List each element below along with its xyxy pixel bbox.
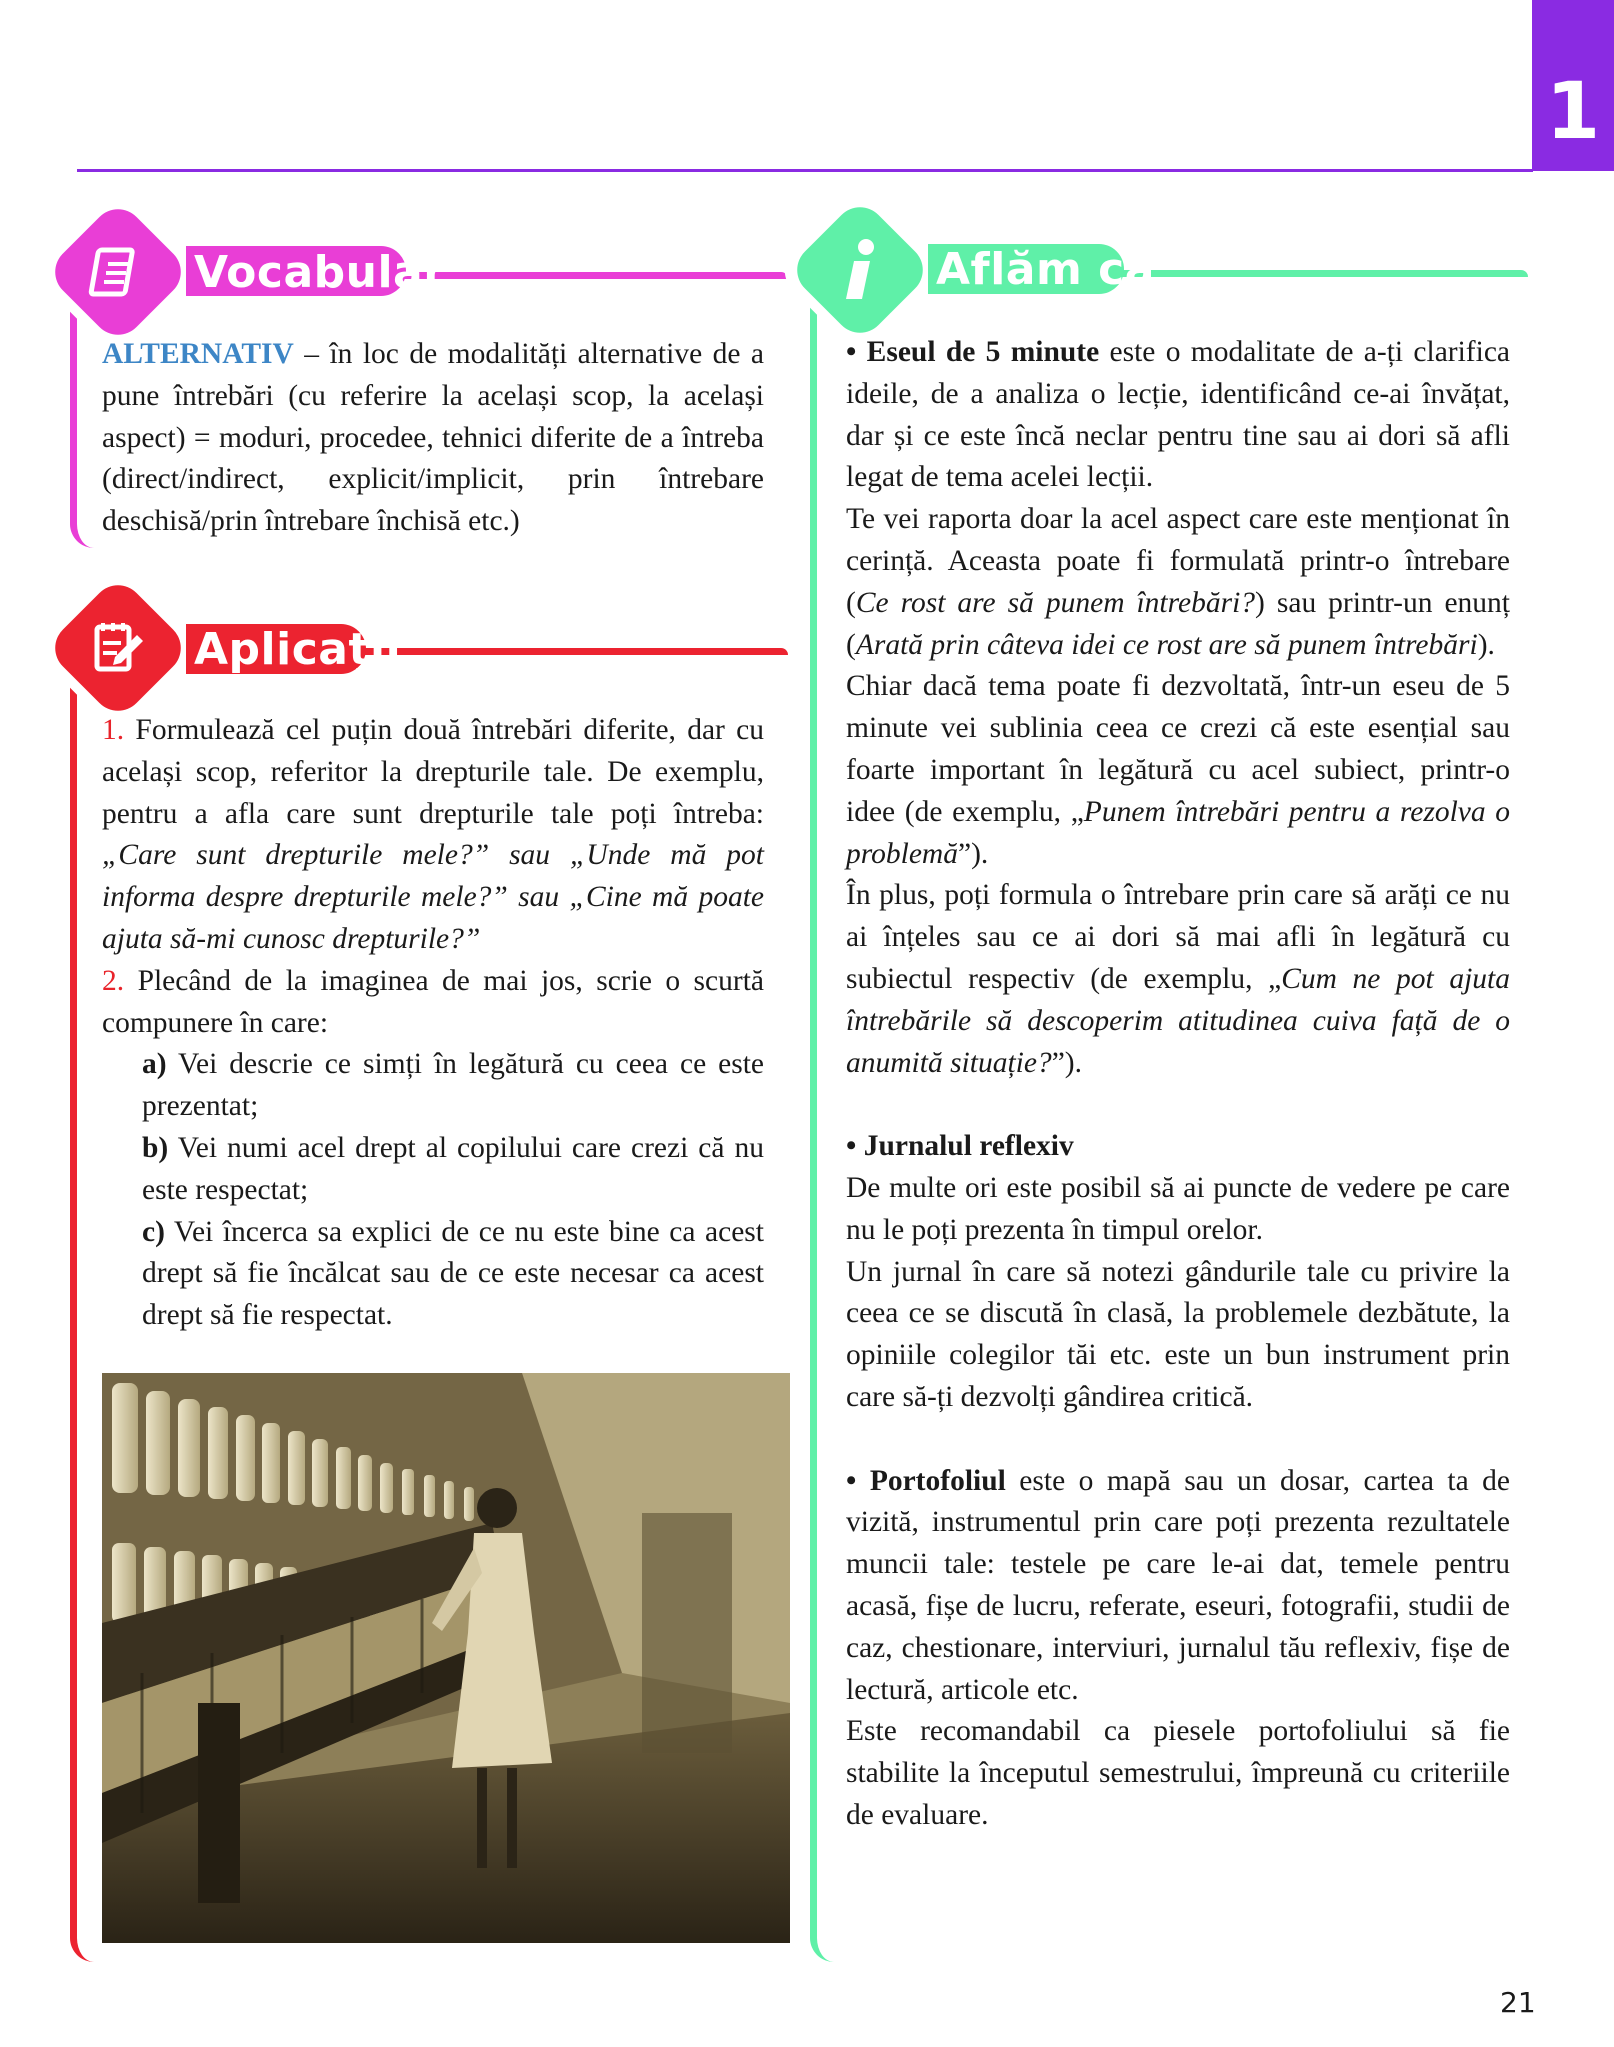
notebook-icon: [80, 234, 156, 310]
aflam-title: Aflăm că: [936, 244, 1155, 295]
eseu-bullet: •: [846, 336, 867, 368]
sub-item-a: [102, 1044, 764, 1128]
eseu-p4: [846, 875, 1510, 1084]
eseu-p3-b: ”).: [957, 837, 989, 870]
vocabular-text: [102, 334, 764, 543]
jurnal-title: • Jurnalul reflexiv: [846, 1130, 1074, 1163]
sub-item-b-label: b): [142, 1131, 169, 1164]
eseu-p3-italic: Punem întrebări pentru a rezolva o problemă: [846, 795, 1511, 870]
eseu-p4-italic: Cum ne pot ajuta întrebările să descoperim atitudinea cuiva față de o anumită situație?: [846, 962, 1510, 1079]
eseu-p1-text: este o modalitate de a-ți clarifica ideile, de a analiza o lecție, identificând ce-ai învățat, dar și ce este încă neclar pentru tine sau ai dori să afli legat de tema acelei lecții.: [846, 336, 1511, 494]
jurnal-p1: De multe ori este posibil să ai puncte de vedere pe care nu le poți prezenta în timpul orelor.: [846, 1171, 1510, 1246]
notepad-pencil-icon: [80, 610, 156, 686]
eseu-p1: [846, 332, 1510, 499]
chapter-tab: [1532, 0, 1614, 171]
item-2-text: Plecând de la imaginea de mai jos, scrie o scurtă compunere în care:: [102, 964, 764, 1039]
sub-item-b-text: Vei numi acel drept al copilului care crezi că nu este respectat;: [142, 1131, 764, 1206]
vocabular-title: Vocabular: [194, 247, 446, 298]
eseu-p3: [846, 666, 1510, 875]
jurnal-p2: Un jurnal în care să notezi gândurile tale cu privire la ceea ce se discută în clasă, la problemele dezbătute, la opiniile colegilor tăi etc. este un bun instrument prin care să-ți dezvolți gândirea critică.: [846, 1255, 1510, 1413]
page-number: 21: [1500, 1986, 1536, 2019]
sub-item-c: [102, 1212, 764, 1337]
aplicatii-item-2: [102, 961, 764, 1045]
chapter-number: 1: [1545, 67, 1601, 157]
spacer-1: [846, 1084, 1510, 1126]
eseu-title: Eseul de 5 minute: [866, 336, 1100, 368]
aplicatii-title: Aplicații: [194, 624, 402, 675]
item-1-example-questions: „Care sunt drepturile mele?” sau „Unde mă pot informa despre drepturile mele?” sau „Cine mă poate ajuta să-mi cunosc drepturile?”: [102, 839, 764, 955]
info-icon: [822, 232, 898, 308]
portofoliu-title: Portofoliul: [869, 1464, 1006, 1497]
eseu-p2-italic-2: Arată prin câteva idei ce rost are să punem întrebări: [855, 628, 1478, 661]
aflam-text: [846, 332, 1510, 1837]
mill-photo: [102, 1373, 790, 1943]
eseu-p4-a: În plus, poți formula o întrebare prin care să arăți ce nu ai înțeles sau ce ai dori să mai afli în legătură cu subiectul respectiv (de exemplu, „: [846, 879, 1510, 995]
aplicatii-item-1: [102, 710, 764, 961]
eseu-p4-b: ”).: [1051, 1046, 1082, 1079]
eseu-p2-b: ) sau printr-un enunț (: [846, 586, 1510, 661]
eseu-p2: [846, 499, 1510, 666]
item-1-number: 1.: [102, 714, 125, 746]
vocabular-term: ALTERNATIV: [102, 338, 294, 370]
item-1-text: Formulează cel puțin două întrebări diferite, dar cu același scop, referitor la drepturile tale. De exemplu, pentru a afla care sunt drepturile tale poți întreba:: [102, 714, 764, 830]
eseu-p3-a: Chiar dacă tema poate fi dezvoltată, într-un eseu de 5 minute vei sublinia ceea ce crezi că este esențial sau foarte important în legătură cu acel subiect, printr-o idee (de exemplu, „: [846, 670, 1510, 828]
portofoliu-bullet: •: [846, 1464, 870, 1497]
eseu-p2-c: ).: [1477, 628, 1495, 661]
jurnal-heading: [846, 1126, 1510, 1168]
sub-item-a-text: Vei descrie ce simți în legătură cu ceea ce este prezentat;: [142, 1048, 764, 1123]
sub-item-b: [102, 1128, 764, 1212]
portofoliu-p1-text: este o mapă sau un dosar, cartea ta de vizită, instrumentul prin care poți prezenta rezultatele muncii tale: testele pe care le-ai dat, temele pentru acasă, fișe de lucru, referate, eseuri, fotografii, studii de caz, chestionare, interviuri, jurnalul tău reflexiv, fișe de lectură, articole etc.: [846, 1464, 1510, 1706]
vocabular-definition: – în loc de modalități alternative de a pune întrebări (cu referire la același scop, la același aspect) = moduri, procedee, tehnici diferite de a întreba (direct/indirect, explicit/implicit, prin întrebare deschisă/prin întrebare închisă etc.): [102, 338, 764, 538]
eseu-p2-a: Te vei raporta doar la acel aspect care este menționat în cerință. Aceasta poate fi formulată printr-o întrebare (: [846, 503, 1510, 619]
sub-item-c-label: c): [142, 1215, 165, 1248]
sub-item-a-label: a): [142, 1048, 167, 1081]
portofoliu-p2: Este recomandabil ca piesele portofoliului să fie stabilite la începutul semestrului, împreună cu criteriile de evaluare.: [846, 1715, 1510, 1831]
item-2-number: 2.: [102, 964, 125, 997]
spacer-2: [846, 1419, 1510, 1461]
eseu-p2-italic-1: Ce rost are să punem întrebări?: [855, 586, 1256, 619]
portofoliu-p1: [846, 1461, 1510, 1712]
sub-item-c-text: Vei încerca sa explici de ce nu este bine ca acest drept să fie încălcat sau de ce este necesar ca acest drept să fie respectat.: [142, 1215, 764, 1332]
aplicatii-text: [102, 710, 764, 1337]
mill-photo-illustration: [102, 1373, 790, 1943]
header-rule: [77, 169, 1533, 172]
